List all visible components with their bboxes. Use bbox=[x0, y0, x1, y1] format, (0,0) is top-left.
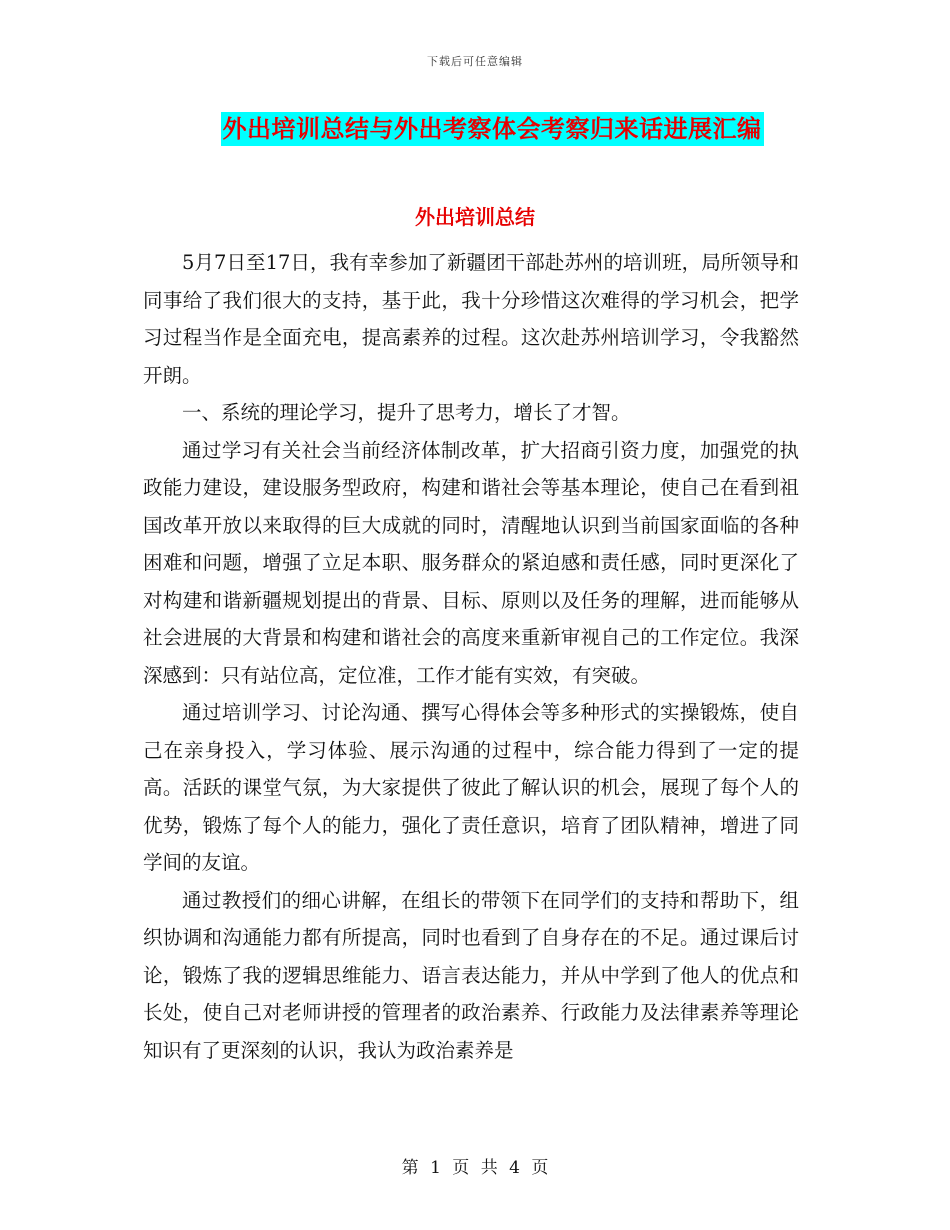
paragraph: 一、系统的理论学习，提升了思考力，增长了才智。 bbox=[182, 401, 631, 424]
paragraph: 5月7日至17日，我有幸参加了新疆团干部赴苏州的培训班，局所领导和同事给了我们很大的支持，基于此，我十分珍惜这次难得的学习机会，把学习过程当作是全面充电，提高素养的过程。这次赴苏州培训学习，令我豁然开朗。 bbox=[143, 251, 799, 387]
section-title: 外出培训总结 bbox=[415, 205, 535, 229]
paragraph: 通过培训学习、讨论沟通、撰写心得体会等多种形式的实操锻炼，使自己在亲身投入，学习体验、展示沟通的过程中，综合能力得到了一定的提高。活跃的课堂气氛，为大家提供了彼此了解认识的机会，展现了每个人的优势，锻炼了每个人的能力，强化了责任意识，培育了团队精神，增进了同学间的友谊。 bbox=[143, 701, 799, 874]
page-header-note: 下载后可任意编辑 bbox=[427, 55, 523, 68]
title-container bbox=[0, 112, 950, 146]
page-number: 第 1 页 共 4 页 bbox=[401, 1158, 549, 1178]
document-title: 外出培训总结与外出考察体会考察归来话进展汇编 bbox=[221, 112, 764, 146]
document-body bbox=[143, 244, 799, 1069]
paragraph: 通过教授们的细心讲解，在组长的带领下在同学们的支持和帮助下，组织协调和沟通能力都有所提高，同时也看到了自身存在的不足。通过课后讨论，锻炼了我的逻辑思维能力、语言表达能力，并从中学到了他人的优点和长处，使自己对老师讲授的管理者的政治素养、行政能力及法律素养等理论知识有了更深刻的认识，我认为政治素养是 bbox=[143, 888, 799, 1062]
paragraph: 通过学习有关社会当前经济体制改革，扩大招商引资力度，加强党的执政能力建设，建设服务型政府，构建和谐社会等基本理论，使自己在看到祖国改革开放以来取得的巨大成就的同时，清醒地认识到当前国家面临的各种困难和问题，增强了立足本职、服务群众的紧迫感和责任感，同时更深化了对构建和谐新疆规划提出的背景、目标、原则以及任务的理解，进而能够从社会进展的大背景和构建和谐社会的高度来重新审视自己的工作定位。我深深感到：只有站位高，定位准，工作才能有实效，有突破。 bbox=[143, 438, 799, 687]
